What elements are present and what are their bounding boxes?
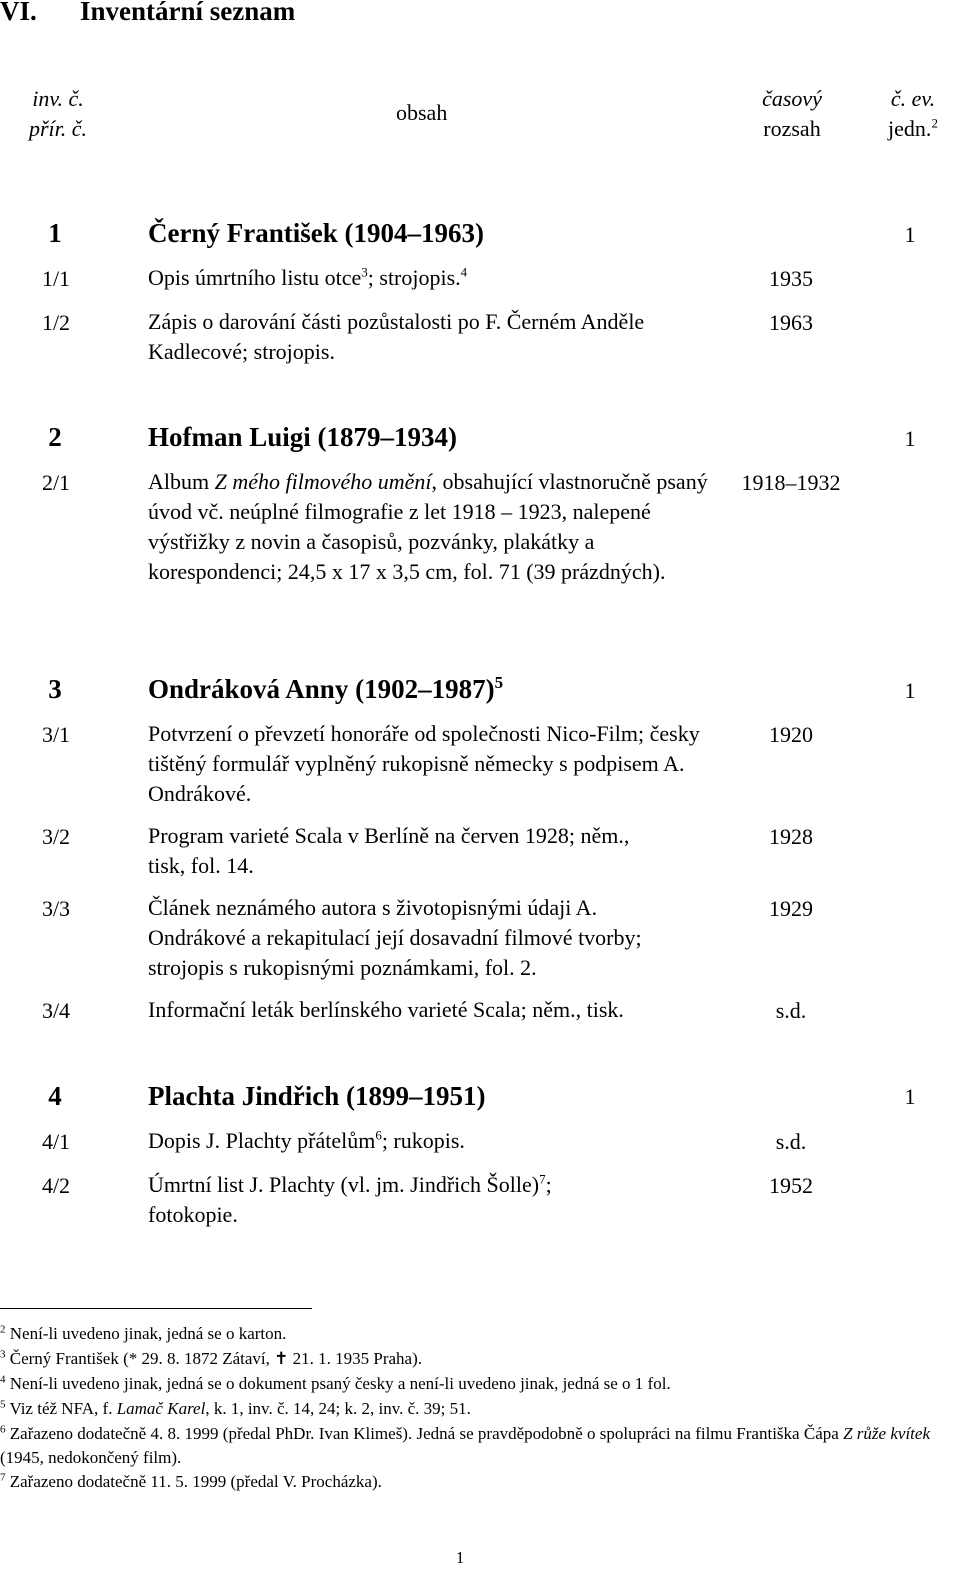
item-text-part: Úmrtní list J. Plachty (vl. jm. Jindřich Šolle)	[148, 1172, 540, 1197]
footnote-text: (1945, nedokončený film).	[0, 1448, 182, 1467]
item-date: 1963	[769, 310, 813, 335]
item-date: 1929	[769, 896, 813, 921]
item-title-italic: Z mého filmového umění	[214, 469, 432, 494]
item-number: 1/1	[41, 266, 71, 291]
fond-unit-count: 1	[904, 426, 916, 451]
item-date: 1928	[769, 824, 813, 849]
item-date: 1920	[769, 722, 813, 747]
footnote-ref: 2	[931, 115, 938, 131]
column-header-unit-line1: č. ev.	[890, 86, 936, 111]
item-text-part: Opis úmrtního listu otce	[148, 265, 362, 290]
item-description: Program varieté Scala v Berlíně na červen 1928; něm., tisk, fol. 14.	[148, 823, 630, 878]
fond-number: 4	[48, 1081, 62, 1111]
item-number: 3/2	[41, 824, 71, 849]
item-description	[148, 263, 718, 293]
footnote-number: 4	[0, 1373, 6, 1386]
item-description: Informační leták berlínského varieté Scala; něm., tisk.	[148, 997, 624, 1022]
item-text-part: Album	[148, 469, 215, 494]
item-description: Zápis o darování části pozůstalosti po F. Černém Anděle Kadlecové; strojopis.	[148, 309, 645, 364]
item-date: s.d.	[775, 1129, 807, 1154]
footnote-italic: Z růže kvítek	[843, 1424, 930, 1443]
footnote-ref: 5	[494, 673, 504, 692]
footnote	[0, 1422, 930, 1470]
fond-unit-count: 1	[904, 678, 916, 703]
footnote-ref: 3	[361, 264, 368, 280]
column-header-time-range	[752, 84, 832, 144]
item-number: 4/1	[41, 1129, 71, 1154]
footnote-number: 5	[0, 1398, 6, 1411]
footnote-number: 7	[0, 1471, 6, 1484]
footnote	[0, 1322, 930, 1346]
footnote-ref: 4	[460, 264, 468, 280]
footnote-separator	[0, 1308, 312, 1309]
item-description	[148, 1170, 638, 1230]
item-number: 1/2	[41, 310, 71, 335]
footnote-number: 6	[0, 1423, 6, 1436]
item-number: 3/4	[41, 998, 71, 1023]
footnote-number: 3	[0, 1348, 6, 1361]
item-date: 1935	[769, 266, 813, 291]
footnote-ref: 6	[375, 1127, 382, 1143]
fond-number: 2	[48, 422, 62, 452]
item-text-part: ; rukopis.	[381, 1128, 465, 1153]
footnote-text: Není-li uvedeno jinak, jedná se o karton.	[9, 1324, 287, 1343]
column-header-inv-line2: přír. č.	[28, 116, 88, 141]
footnote	[0, 1347, 930, 1371]
fond-number: 1	[48, 218, 62, 248]
column-header-content: obsah	[396, 100, 448, 125]
column-header-unit	[878, 84, 948, 144]
item-description: Potvrzení o převzetí honoráře od společnosti Nico-Film; česky tištěný formulář vyplněný rukopisně německy s podpisem A. Ondrákové.	[148, 721, 700, 806]
column-header-unit-line2: jedn.	[888, 116, 932, 141]
footnote-text: Černý František (* 29. 8. 1872 Zátaví, ✝ 21. 1. 1935 Praha).	[9, 1349, 423, 1368]
column-header-time-line2: rozsah	[763, 116, 821, 141]
footnote-ref: 7	[539, 1171, 546, 1187]
footnote-text: Zařazeno dodatečně 11. 5. 1999 (předal V. Procházka).	[9, 1472, 382, 1491]
footnote	[0, 1372, 930, 1396]
page-number: 1	[455, 1548, 465, 1567]
page-title	[0, 0, 295, 27]
item-date: 1952	[769, 1173, 813, 1198]
column-header-inventory-number	[24, 84, 92, 144]
item-number: 4/2	[41, 1173, 71, 1198]
footnote	[0, 1397, 930, 1421]
item-text-part: ; fotokopie.	[148, 1172, 552, 1227]
item-text-part: , obsahující vlastnoručně psaný úvod vč. neúplné filmografie z let 1918 – 1923, nalepené výstřižky z novin a časopisů, pozvánky, plakátky a korespondenci; 24,5 x 17 x 3,5 cm, fol. 71 (39 prázdných).	[148, 469, 708, 584]
footnote	[0, 1470, 930, 1494]
fond-name: Černý František (1904–1963)	[148, 218, 484, 248]
item-date: 1918–1932	[741, 470, 841, 495]
fond-name: Plachta Jindřich (1899–1951)	[148, 1081, 486, 1111]
footnote-text: Viz též NFA, f.	[9, 1399, 117, 1418]
section-number: VI.	[0, 0, 37, 26]
footnote-italic: Lamač Karel	[116, 1399, 206, 1418]
footnote-text: , k. 1, inv. č. 14, 24; k. 2, inv. č. 39; 51.	[205, 1399, 471, 1418]
fond-name	[148, 674, 503, 705]
item-date: s.d.	[775, 998, 807, 1023]
item-number: 3/3	[41, 896, 71, 921]
column-header-inv-line1: inv. č.	[32, 86, 84, 111]
footnote-text: Není-li uvedeno jinak, jedná se o dokument psaný česky a není-li uvedeno jinak, jedná se o 1 fol.	[9, 1374, 671, 1393]
footnote-text: Zařazeno dodatečně 4. 8. 1999 (předal PhDr. Ivan Klimeš). Jedná se pravděpodobně o spolupráci na filmu Františka Čápa	[9, 1424, 844, 1443]
item-text-part: ; strojopis.	[367, 265, 461, 290]
fond-name-text: Ondráková Anny (1902–1987)	[148, 674, 495, 704]
item-description	[148, 467, 708, 587]
fond-number: 3	[48, 674, 62, 704]
column-header-time-line1: časový	[762, 86, 822, 111]
fond-unit-count: 1	[904, 222, 916, 247]
item-description	[148, 1126, 718, 1156]
item-number: 2/1	[41, 470, 71, 495]
item-number: 3/1	[41, 722, 71, 747]
fond-name: Hofman Luigi (1879–1934)	[148, 422, 458, 452]
item-text-part: Dopis J. Plachty přátelům	[148, 1128, 376, 1153]
section-title: Inventární seznam	[80, 0, 296, 26]
fond-unit-count: 1	[904, 1084, 916, 1109]
item-description: Článek neznámého autora s životopisnými údaji A. Ondrákové a rekapitulací její dosavadní filmové tvorby; strojopis s rukopisnými poznámkami, fol. 2.	[148, 895, 642, 980]
footnote-number: 2	[0, 1323, 6, 1336]
